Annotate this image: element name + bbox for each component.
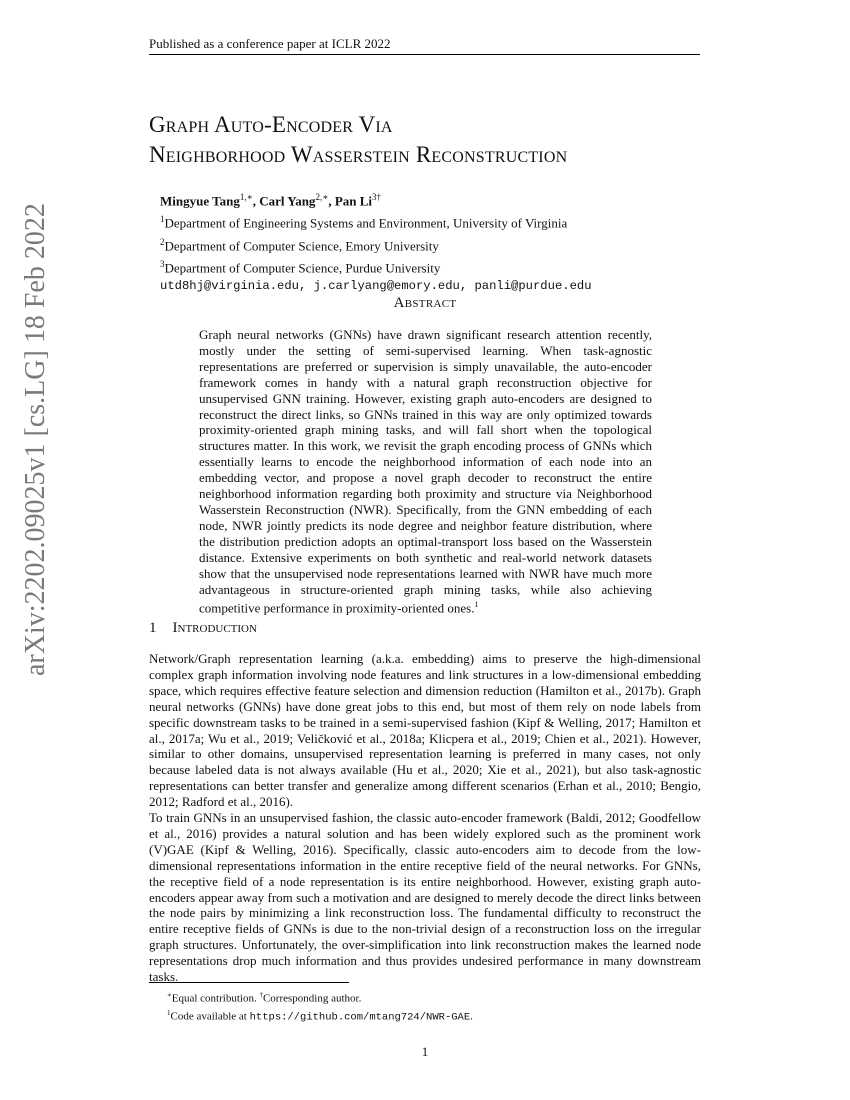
abstract-text: Graph neural networks (GNNs) have drawn significant research attention recently, mostly under the setting of semi-supervised learning. When task-agnostic representations are preferred or supervision is simply unavailable, the auto-encoder framework comes in handy with a natural graph reconstruction objective for unsupervised GNN training. However, existing graph auto-encoders are designed to reconstruct the direct links, so GNNs trained in this way are only optimized towards proximity-oriented graph mining tasks, and will fall short when the topological structures matter. In this work, we revisit the graph encoding process of GNNs which essentially learns to encode the neighborhood information of each node into an embedding vector, and propose a novel graph decoder to reconstruct the entire neighborhood information regarding both proximity and structure via Neighborhood Wasserstein Reconstruction (NWR). Specifically, from the GNN embedding of each node, NWR jointly predicts its node degree and neighbor feature distribution, where the distribution prediction adopts an optimal-transport loss based on the Wasserstein distance. Extensive experiments on both synthetic and real-world network datasets show that the unsupervised node representations learned with NWR have much more advantageous in structure-oriented graph mining tasks, while also achieving competitive performance in proximity-oriented ones. — [199, 327, 652, 616]
intro-paragraph-2: To train GNNs in an unsupervised fashion, the classic auto-encoder framework (Baldi, 2012; Goodfellow et al., 2016) provides a natural solution and has been widely explored such as the prominent work (V)GAE (Kipf & Welling, 2016). Specifically, classic auto-encoders aim to decode from the low-dimensional representations information in the entire receptive field of the neural networks. For GNNs, the receptive field of a node representation is its entire neighborhood. However, existing graph auto-encoders appear away from such a motivation and are designed to merely decode the direct links between the node pairs by minimizing a link reconstruction loss. The fundamental difficulty to reconstruct the entire receptive fields of GNNs is due to the non-trivial design of a reconstruction loss on the irregular graph structures. Unfortunately, the over-simplification into link reconstruction makes the learned node representations drop much information and thus provides undesired performance in many downstream tasks. — [149, 810, 701, 985]
affiliation-text: Department of Computer Science, Emory University — [164, 237, 439, 253]
footnote-text: Code available at — [170, 1010, 250, 1023]
abstract-footnote-mark[interactable]: 1 — [474, 600, 479, 610]
page-number: 1 — [421, 1044, 429, 1059]
title-line-1: Graph Auto-Encoder Via — [149, 112, 393, 137]
footnote-rule — [149, 982, 349, 983]
header-rule — [149, 54, 700, 55]
author-separator: , — [252, 193, 260, 209]
affiliation-2 — [160, 233, 592, 255]
author-2-mark: 2,∗ — [315, 192, 329, 202]
affiliation-text: Department of Engineering Systems and Environment, University of Virginia — [164, 215, 568, 231]
arxiv-stamp: arXiv:2202.09025v1 [cs.LG] 18 Feb 2022 — [20, 203, 51, 676]
running-header: Published as a conference paper at ICLR 2022 — [149, 36, 391, 51]
footnotes — [167, 988, 473, 1025]
author-emails[interactable]: utd8hj@virginia.edu, j.carlyang@emory.edu, panli@purdue.edu — [160, 279, 592, 294]
footnote-2 — [167, 1006, 473, 1025]
title-line-2: Neighborhood Wasserstein Reconstruction — [149, 142, 568, 167]
author-1: Mingyue Tang — [160, 193, 240, 209]
affiliation-text: Department of Computer Science, Purdue University — [164, 260, 441, 276]
footnote-text: . — [470, 1010, 473, 1023]
section-number: 1 — [149, 620, 157, 636]
footnote-text: Corresponding author. — [262, 992, 362, 1005]
affiliation-mark: 3 — [160, 258, 165, 269]
affiliation-1 — [160, 210, 592, 232]
author-3: Pan Li — [334, 193, 373, 209]
footnote-1 — [167, 988, 473, 1006]
footnote-mark: ∗ — [167, 991, 172, 999]
section-title: Introduction — [172, 620, 257, 636]
section-heading — [149, 620, 257, 637]
affiliation-mark: 1 — [160, 214, 165, 225]
author-names — [160, 188, 592, 210]
intro-paragraph-1: Network/Graph representation learning (a.k.a. embedding) aims to preserve the high-dimensional complex graph information involving node features and link structures in a low-dimensional embedding space, which requires effective feature selection and dimension reduction (Hamilton et al., 2017b). Graph neural networks (GNNs) have done great jobs to this end, but most of them rely on node labels from specific downstream tasks to be trained in a semi-supervised fashion (Kipf & Welling, 2017; Hamilton et al., 2017a; Wu et al., 2019; Veličković et al., 2018a; Klicpera et al., 2019; Chien et al., 2021). However, similar to other domains, unsupervised representation learning is preferred in many cases, not only because labeled data is not always available (Hu et al., 2020; Xie et al., 2021), but also task-agnostic representations can better transfer and generalize among different scenarios (Erhan et al., 2010; Bengio, 2012; Radford et al., 2016). — [149, 651, 701, 810]
paper-title — [149, 110, 709, 170]
author-2: Carl Yang — [259, 193, 316, 209]
affiliation-3 — [160, 255, 592, 277]
author-block — [160, 188, 592, 295]
footnote-text: Equal contribution. — [171, 992, 260, 1005]
author-3-mark: 3† — [372, 192, 382, 202]
footnote-mark: † — [259, 991, 263, 999]
code-url-link[interactable]: https://github.com/mtang724/NWR-GAE — [249, 1011, 471, 1024]
author-separator: , — [328, 193, 335, 209]
abstract-body — [199, 327, 652, 617]
footnote-mark: 1 — [167, 1009, 171, 1018]
affiliation-mark: 2 — [160, 236, 165, 247]
abstract-heading: Abstract — [393, 295, 457, 311]
author-1-mark: 1,∗ — [239, 192, 253, 202]
